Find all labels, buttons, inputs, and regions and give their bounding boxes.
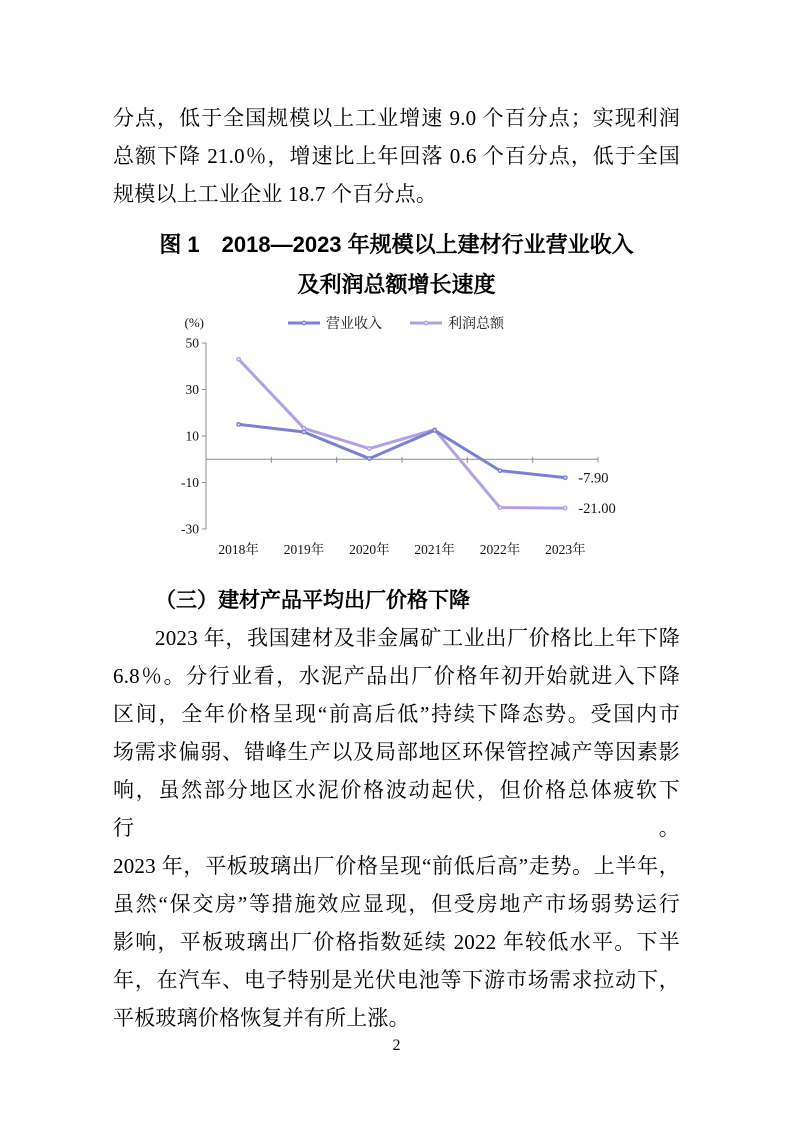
text-line: 区间，全年价格呈现“前高后低”持续下降态势。受国内市 [113, 702, 680, 726]
text-line: 2023 年，平板玻璃出厂价格呈现“前低后高”走势。上半年， [113, 854, 680, 878]
data-point-marker-center [368, 458, 370, 460]
data-point-marker-center [564, 477, 566, 479]
text-line: 影响，平板玻璃出厂价格指数延续 2022 年较低水平。下半 [113, 930, 680, 954]
text-line: 平板玻璃价格恢复并有所上涨。 [113, 1006, 410, 1030]
x-tick-label: 2021年 [414, 542, 455, 557]
legend-label: 利润总额 [448, 317, 504, 332]
page-number: 2 [392, 1037, 401, 1054]
text-line: 规模以上工业企业 18.7 个百分点。 [113, 182, 438, 206]
series-1 [236, 357, 616, 517]
x-tick-label: 2020年 [349, 542, 390, 557]
data-point-marker-center [303, 431, 305, 433]
data-point-marker-center [303, 427, 305, 429]
growth-line-chart [140, 307, 650, 561]
x-tick-label: 2022年 [479, 542, 521, 557]
body-paragraph [113, 619, 680, 1037]
text-line: 年，在汽车、电子特别是光伏电池等下游市场需求拉动下， [113, 968, 680, 992]
data-point-marker-center [238, 423, 240, 425]
chart-legend [288, 315, 505, 332]
text-line: 响，虽然部分地区水泥价格波动起伏，但价格总体疲软下行。 [113, 778, 680, 840]
x-tick-label: 2018年 [218, 542, 259, 557]
intro-paragraph [113, 99, 680, 213]
text-line: 6.8％。分行业看，水泥产品出厂价格年初开始就进入下降 [113, 664, 680, 688]
data-point-marker-center [499, 470, 501, 472]
text-line: 总额下降 21.0％，增速比上年回落 0.6 个百分点，低于全国 [113, 144, 680, 168]
x-tick-label: 2019年 [283, 542, 325, 557]
figure-title-line2: 及利润总额增长速度 [297, 272, 496, 297]
data-point-marker-center [434, 429, 436, 431]
data-point-marker-center [499, 507, 501, 509]
legend-label: 营业收入 [326, 317, 382, 332]
data-point-marker-center [368, 448, 370, 450]
y-tick-label: -10 [181, 475, 199, 490]
legend-marker-center [425, 322, 427, 324]
growth-chart-svg [140, 307, 650, 561]
series-end-value-label: -21.00 [578, 501, 616, 518]
section-heading: （三）建材产品平均出厂价格下降 [155, 588, 470, 612]
y-axis [181, 315, 206, 537]
y-axis-unit-label: (%) [184, 315, 204, 330]
series-line-1 [239, 359, 566, 508]
y-tick-label: 50 [185, 335, 199, 351]
data-point-marker-center [238, 358, 240, 360]
series-end-value-label: -7.90 [578, 470, 609, 487]
y-tick-label: 10 [185, 428, 199, 444]
data-point-marker-center [564, 507, 566, 509]
page-content [113, 0, 680, 1037]
figure-title [113, 225, 680, 305]
y-tick-label: 30 [185, 382, 199, 397]
text-line: 2023 年，我国建材及非金属矿工业出厂价格比上年下降 [155, 626, 680, 650]
figure-title-line1: 图 1 2018—2023 年规模以上建材行业营业收入 [159, 232, 634, 257]
text-line: 分点，低于全国规模以上工业增速 9.0 个百分点；实现利润 [113, 106, 680, 130]
text-line: 虽然“保交房”等措施效应显现，但受房地产市场弱势运行 [113, 892, 680, 916]
series-0 [236, 422, 608, 487]
x-tick-label: 2023年 [545, 542, 586, 557]
y-tick-label: -30 [181, 521, 199, 537]
series-line-0 [239, 424, 566, 477]
legend-marker-center [303, 322, 305, 324]
text-line: 场需求偏弱、错峰生产以及局部地区环保管控减产等因素影 [113, 740, 680, 764]
